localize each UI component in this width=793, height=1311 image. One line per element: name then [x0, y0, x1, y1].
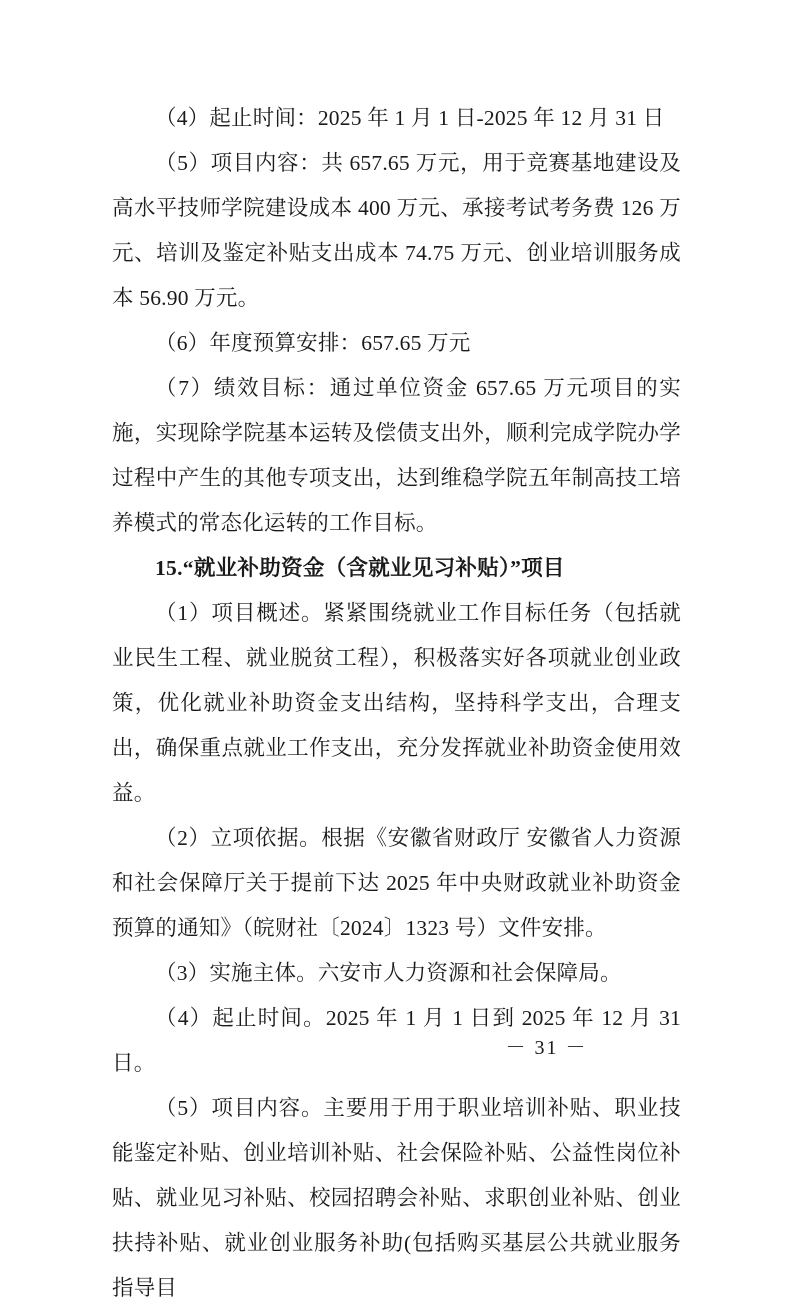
- page-number-text: － 31 －: [505, 1037, 588, 1059]
- page-number: [0, 1031, 793, 1060]
- heading-item-15: 15.“就业补助资金（含就业见习补贴）”项目: [155, 556, 565, 580]
- para-implementing-body: （3）实施主体。六安市人力资源和社会保障局。: [155, 961, 622, 985]
- para-project-content: （5）项目内容：共 657.65 万元，用于竞赛基地建设及高水平技师学院建设成本 400 万元、承接考试考务费 126 万元、培训及鉴定补贴支出成本 74.75 万元、创业培训服务成本 56.90 万元。: [112, 151, 681, 310]
- document-body: [112, 96, 681, 1311]
- para-project-basis: （2）立项依据。根据《安徽省财政厅 安徽省人力资源和社会保障厅关于提前下达 2025 年中央财政就业补助资金预算的通知》（皖财社〔2024〕1323 号）文件安排。: [112, 826, 681, 940]
- para-project-overview: （1）项目概述。紧紧围绕就业工作目标任务（包括就业民生工程、就业脱贫工程），积极落实好各项就业创业政策，优化就业补助资金支出结构，坚持科学支出，合理支出，确保重点就业工作支出，充分发挥就业补助资金使用效益。: [112, 601, 681, 805]
- para-project-period: （4）起止时间：2025 年 1 月 1 日-2025 年 12 月 31 日: [155, 106, 665, 130]
- para-project-period-2: （4）起止时间。2025 年 1 月 1 日到 2025 年 12 月 31 日。: [112, 1006, 681, 1075]
- para-annual-budget: （6）年度预算安排：657.65 万元: [155, 331, 471, 355]
- para-performance-target: （7）绩效目标：通过单位资金 657.65 万元项目的实施，实现除学院基本运转及偿债支出外，顺利完成学院办学过程中产生的其他专项支出，达到维稳学院五年制高技工培养模式的常态化运转的工作目标。: [112, 376, 681, 535]
- para-project-content-2: （5）项目内容。主要用于用于职业培训补贴、职业技能鉴定补贴、创业培训补贴、社会保险补贴、公益性岗位补贴、就业见习补贴、校园招聘会补贴、求职创业补贴、创业扶持补贴、就业创业服务补助(包括购买基层公共就业服务指导目: [112, 1096, 681, 1300]
